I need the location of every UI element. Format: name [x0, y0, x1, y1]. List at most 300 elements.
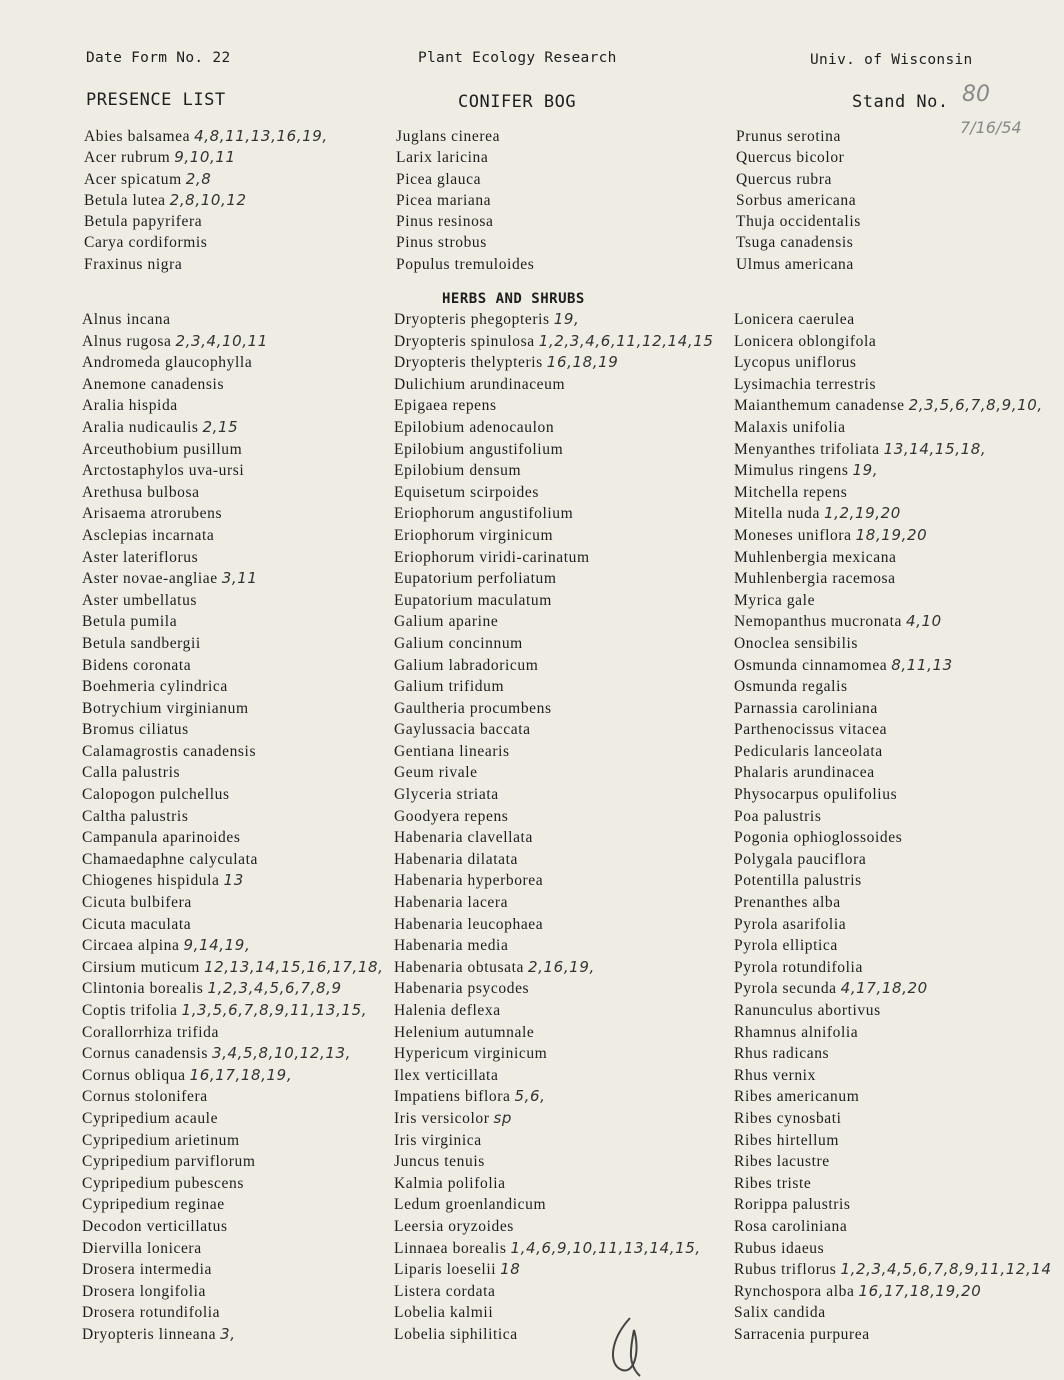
species-name: Helenium autumnale — [394, 1023, 535, 1041]
species-name: Halenia deflexa — [394, 1002, 501, 1019]
species-row — [394, 460, 714, 482]
species-row — [82, 935, 384, 957]
species-row — [734, 417, 1052, 439]
stand-annotation: 3,4,5,8,10,12,13, — [212, 1044, 352, 1063]
species-name: Cypripedium reginae — [82, 1196, 225, 1214]
species-name: Aster umbellatus — [82, 591, 198, 609]
species-row — [734, 978, 1052, 1000]
species-name: Pyrola rotundifolia — [734, 958, 863, 976]
presence-list-title: PRESENCE LIST — [86, 90, 226, 110]
species-name: Lonicera caerulea — [734, 311, 855, 328]
species-name: Listera cordata — [394, 1282, 496, 1300]
species-row — [394, 568, 714, 590]
species-row — [82, 1043, 384, 1065]
species-row — [82, 1108, 384, 1130]
conifer-bog-title: CONIFER BOG — [458, 92, 577, 112]
species-name: Betula papyrifera — [84, 213, 203, 231]
species-name: Calamagrostis canadensis — [82, 742, 257, 760]
species-name: Populus tremuloides — [396, 255, 535, 273]
herbs-column-2 — [394, 309, 714, 1346]
species-name: Dryopteris phegopteris — [394, 311, 550, 328]
species-row — [394, 1194, 714, 1216]
species-row — [82, 503, 384, 525]
species-name: Habenaria hyperborea — [394, 872, 544, 890]
species-name: Ribes americanum — [734, 1088, 860, 1106]
species-name: Ribes hirtellum — [734, 1131, 840, 1149]
trees-column-3 — [736, 126, 861, 275]
species-row — [82, 1151, 384, 1173]
species-name: Gaultheria procumbens — [394, 699, 552, 717]
species-row — [734, 676, 1052, 698]
species-row — [82, 1022, 384, 1044]
species-row — [394, 762, 714, 784]
species-name: Betula sandbergii — [82, 634, 201, 652]
species-name: Galium labradoricum — [394, 656, 539, 674]
species-row — [734, 439, 1052, 461]
species-row — [82, 611, 384, 633]
stand-annotation: 4,8,11,13,16,19, — [194, 127, 328, 145]
stand-annotation: 1,3,5,6,7,8,9,11,13,15, — [181, 1001, 368, 1019]
species-row — [394, 1302, 714, 1324]
species-row — [394, 417, 714, 439]
species-name: Asclepias incarnata — [82, 526, 215, 544]
species-name: Prunus serotina — [736, 128, 842, 145]
stand-annotation: 1,2,3,4,5,6,7,8,9 — [207, 979, 342, 998]
species-name: Nemopanthus mucronata — [734, 613, 902, 631]
species-row — [736, 211, 861, 232]
species-name: Anemone canadensis — [82, 375, 225, 393]
stand-annotation: 2,3,4,10,11 — [175, 331, 268, 350]
species-name: Mitchella repens — [734, 483, 848, 501]
species-name: Salix candida — [734, 1304, 826, 1322]
species-name: Eriophorum virginicum — [394, 526, 554, 544]
species-name: Rosa caroliniana — [734, 1217, 848, 1235]
species-row — [734, 719, 1052, 741]
species-name: Potentilla palustris — [734, 872, 862, 890]
species-name: Acer spicatum — [84, 170, 182, 188]
handwritten-scribble-icon — [600, 1310, 660, 1380]
stand-annotation: 13 — [223, 871, 244, 890]
species-name: Liparis loeselii — [394, 1261, 497, 1279]
species-row — [394, 633, 714, 655]
species-name: Gentiana linearis — [394, 742, 510, 760]
stand-annotation: 3,11 — [221, 569, 258, 588]
species-row — [394, 827, 714, 849]
species-name: Equisetum scirpoides — [394, 483, 540, 501]
species-name: Quercus bicolor — [736, 149, 845, 167]
species-row — [734, 1151, 1052, 1173]
species-row — [734, 870, 1052, 892]
species-name: Menyanthes trifoliata — [734, 440, 880, 458]
species-name: Lobelia kalmii — [394, 1304, 494, 1322]
species-name: Galium concinnum — [394, 634, 523, 652]
species-row — [394, 525, 714, 547]
species-row — [82, 1130, 384, 1152]
species-name: Habenaria clavellata — [394, 829, 533, 847]
stand-annotation: 1,2,3,4,6,11,12,14,15 — [538, 331, 714, 350]
species-name: Rhus vernix — [734, 1066, 816, 1084]
species-name: Polygala pauciflora — [734, 850, 867, 868]
stand-annotation: 19, — [852, 461, 879, 480]
species-row — [82, 1065, 384, 1087]
herbs-column-1 — [82, 309, 384, 1346]
species-name: Juncus tenuis — [394, 1153, 485, 1171]
species-row — [82, 374, 384, 396]
stand-annotation: 1,4,6,9,10,11,13,14,15, — [510, 1238, 701, 1257]
species-row — [82, 1324, 384, 1346]
species-row — [734, 1238, 1052, 1260]
species-name: Rynchospora alba — [734, 1282, 855, 1300]
species-row — [734, 1022, 1052, 1044]
species-name: Lysimachia terrestris — [734, 375, 877, 393]
species-name: Betula pumila — [82, 613, 178, 631]
species-name: Lonicera oblongifola — [734, 332, 877, 350]
species-row — [734, 460, 1052, 482]
species-name: Linnaea borealis — [394, 1239, 507, 1257]
stand-annotation: sp — [493, 1108, 513, 1127]
species-name: Botrychium virginianum — [82, 699, 249, 717]
species-row — [734, 892, 1052, 914]
species-row — [396, 232, 534, 253]
species-row — [394, 352, 714, 374]
species-row — [82, 978, 384, 1000]
species-row — [394, 1065, 714, 1087]
species-name: Galium aparine — [394, 613, 499, 631]
species-row — [734, 374, 1052, 396]
species-row — [734, 1108, 1052, 1130]
species-row — [396, 254, 534, 275]
species-row — [734, 309, 1052, 331]
species-name: Alnus rugosa — [82, 332, 172, 350]
species-name: Aster novae-angliae — [82, 570, 218, 588]
stand-annotation: 2,8,10,12 — [169, 190, 247, 209]
species-row — [394, 719, 714, 741]
species-row — [82, 892, 384, 914]
species-row — [394, 741, 714, 763]
species-name: Dryopteris linneana — [82, 1325, 217, 1343]
species-name: Eupatorium maculatum — [394, 591, 552, 609]
species-row — [82, 1194, 384, 1216]
species-row — [736, 232, 861, 253]
species-row — [736, 254, 861, 275]
species-name: Moneses uniflora — [734, 526, 852, 544]
stand-annotation: 18 — [500, 1260, 521, 1279]
form-number: Date Form No. 22 — [86, 50, 231, 66]
species-row — [734, 957, 1052, 979]
stand-annotation: 16,18,19 — [546, 353, 619, 372]
species-name: Pinus resinosa — [396, 213, 494, 231]
species-name: Galium trifidum — [394, 678, 505, 696]
species-row — [82, 784, 384, 806]
species-row — [394, 1000, 714, 1022]
species-row — [82, 849, 384, 871]
species-row — [394, 611, 714, 633]
species-row — [82, 309, 384, 331]
species-name: Epilobium adenocaulon — [394, 418, 555, 436]
species-name: Impatiens biflora — [394, 1088, 511, 1106]
stand-annotation: 1,2,19,20 — [823, 504, 901, 523]
species-name: Cicuta maculata — [82, 915, 192, 933]
species-name: Sarracenia purpurea — [734, 1325, 870, 1343]
species-row — [394, 374, 714, 396]
species-row — [82, 827, 384, 849]
species-row — [734, 762, 1052, 784]
species-row — [734, 1194, 1052, 1216]
species-row — [734, 784, 1052, 806]
species-row — [394, 784, 714, 806]
species-name: Pyrola asarifolia — [734, 915, 847, 933]
species-row — [734, 935, 1052, 957]
species-row — [82, 655, 384, 677]
species-name: Malaxis unifolia — [734, 418, 846, 436]
species-row — [394, 957, 714, 979]
species-row — [82, 806, 384, 828]
species-row — [82, 1000, 384, 1022]
stand-annotation: 2,16,19, — [528, 957, 595, 976]
species-row — [394, 892, 714, 914]
species-row — [84, 190, 328, 211]
species-row — [82, 1173, 384, 1195]
species-name: Chamaedaphne calyculata — [82, 850, 259, 868]
species-row — [82, 1238, 384, 1260]
species-name: Ranunculus abortivus — [734, 1002, 881, 1019]
species-name: Andromeda glaucophylla — [82, 354, 253, 372]
species-row — [82, 547, 384, 569]
species-name: Thuja occidentalis — [736, 213, 861, 231]
stand-number-value: 80 — [962, 82, 990, 107]
species-name: Ilex verticillata — [394, 1066, 499, 1084]
species-row — [82, 870, 384, 892]
species-row — [394, 806, 714, 828]
species-name: Decodon verticillatus — [82, 1217, 228, 1235]
species-row — [82, 633, 384, 655]
survey-date: 7/16/54 — [960, 118, 1022, 137]
species-name: Circaea alpina — [82, 937, 180, 955]
species-row — [82, 914, 384, 936]
species-name: Rubus idaeus — [734, 1239, 825, 1257]
species-row — [734, 525, 1052, 547]
species-row — [82, 417, 384, 439]
species-name: Phalaris arundinacea — [734, 764, 875, 782]
species-name: Arisaema atrorubens — [82, 505, 223, 523]
species-row — [734, 1281, 1052, 1303]
species-row — [734, 849, 1052, 871]
species-name: Onoclea sensibilis — [734, 634, 859, 652]
species-row — [394, 914, 714, 936]
species-name: Dryopteris spinulosa — [394, 332, 535, 350]
species-name: Habenaria lacera — [394, 894, 509, 912]
species-row — [396, 169, 534, 190]
species-name: Myrica gale — [734, 591, 816, 609]
species-name: Eriophorum angustifolium — [394, 505, 574, 523]
species-name: Iris virginica — [394, 1131, 482, 1149]
species-row — [734, 331, 1052, 353]
species-name: Pogonia ophioglossoides — [734, 829, 903, 847]
stand-annotation: 3, — [220, 1324, 236, 1343]
species-name: Cirsium muticum — [82, 958, 200, 976]
stand-annotation: 19, — [553, 310, 580, 328]
herbs-shrubs-heading: HERBS AND SHRUBS — [442, 291, 585, 307]
species-name: Arctostaphylos uva-ursi — [82, 462, 245, 480]
species-row — [734, 1173, 1052, 1195]
stand-annotation: 13,14,15,18, — [883, 439, 987, 458]
species-name: Sorbus americana — [736, 191, 857, 209]
species-row — [394, 503, 714, 525]
species-row — [394, 547, 714, 569]
organization: Plant Ecology Research — [418, 50, 617, 66]
species-row — [82, 676, 384, 698]
stand-annotation: 5,6, — [514, 1087, 546, 1106]
species-name: Boehmeria cylindrica — [82, 678, 228, 696]
species-row — [82, 741, 384, 763]
species-row — [82, 698, 384, 720]
species-name: Habenaria dilatata — [394, 850, 518, 868]
species-row — [734, 352, 1052, 374]
species-row — [394, 482, 714, 504]
species-row — [82, 395, 384, 417]
stand-annotation: 9,10,11 — [174, 148, 236, 167]
species-row — [394, 870, 714, 892]
species-name: Maianthemum canadense — [734, 397, 905, 415]
species-name: Iris versicolor — [394, 1109, 490, 1127]
species-row — [82, 719, 384, 741]
species-row — [82, 525, 384, 547]
stand-annotation: 16,17,18,19, — [189, 1065, 293, 1084]
species-name: Rhamnus alnifolia — [734, 1023, 859, 1041]
species-name: Ulmus americana — [736, 255, 854, 273]
species-row — [736, 169, 861, 190]
species-row — [734, 590, 1052, 612]
species-row — [396, 126, 534, 147]
species-row — [734, 741, 1052, 763]
species-name: Rorippa palustris — [734, 1196, 851, 1214]
species-row — [394, 439, 714, 461]
species-row — [734, 1302, 1052, 1324]
stand-annotation: 16,17,18,19,20 — [858, 1281, 982, 1300]
species-row — [734, 827, 1052, 849]
species-name: Epilobium densum — [394, 462, 522, 480]
species-row — [82, 1216, 384, 1238]
species-name: Abies balsamea — [84, 128, 191, 145]
species-row — [396, 147, 534, 168]
species-name: Epigaea repens — [394, 397, 497, 415]
species-row — [394, 1043, 714, 1065]
stand-no-label: Stand No. — [852, 92, 949, 112]
species-row — [734, 482, 1052, 504]
species-row — [394, 1022, 714, 1044]
species-row — [394, 698, 714, 720]
species-name: Geum rivale — [394, 764, 478, 782]
species-row — [394, 1259, 714, 1281]
species-row — [82, 1259, 384, 1281]
species-name: Rubus triflorus — [734, 1261, 837, 1279]
species-name: Acer rubrum — [84, 149, 171, 167]
herbs-column-3 — [734, 309, 1052, 1346]
species-row — [734, 1086, 1052, 1108]
species-name: Osmunda cinnamomea — [734, 656, 888, 674]
species-name: Betula lutea — [84, 191, 166, 209]
species-row — [734, 1065, 1052, 1087]
species-name: Pyrola secunda — [734, 980, 837, 998]
species-row — [734, 806, 1052, 828]
species-name: Cypripedium pubescens — [82, 1174, 244, 1192]
species-row — [82, 1281, 384, 1303]
species-name: Habenaria media — [394, 937, 509, 955]
species-row — [736, 126, 861, 147]
species-row — [82, 460, 384, 482]
stand-annotation: 18,19,20 — [855, 525, 928, 544]
species-name: Eriophorum viridi-carinatum — [394, 548, 590, 566]
species-row — [84, 232, 328, 253]
species-name: Alnus incana — [82, 311, 171, 328]
species-row — [394, 590, 714, 612]
species-name: Muhlenbergia racemosa — [734, 570, 896, 588]
species-name: Prenanthes alba — [734, 894, 841, 912]
species-row — [394, 1216, 714, 1238]
species-row — [394, 1086, 714, 1108]
species-row — [394, 1151, 714, 1173]
species-name: Arceuthobium pusillum — [82, 440, 243, 458]
species-row — [82, 439, 384, 461]
species-row — [394, 395, 714, 417]
species-row — [84, 169, 328, 190]
species-name: Habenaria psycodes — [394, 980, 530, 998]
species-name: Drosera intermedia — [82, 1261, 213, 1279]
species-name: Arethusa bulbosa — [82, 483, 200, 501]
species-row — [82, 568, 384, 590]
species-row — [84, 254, 328, 275]
species-row — [82, 352, 384, 374]
species-name: Parnassia caroliniana — [734, 699, 878, 717]
species-name: Fraxinus nigra — [84, 255, 183, 273]
species-name: Habenaria obtusata — [394, 958, 525, 976]
species-name: Muhlenbergia mexicana — [734, 548, 897, 566]
species-name: Leersia oryzoides — [394, 1217, 514, 1235]
species-name: Pinus strobus — [396, 234, 487, 252]
species-name: Rhus radicans — [734, 1045, 830, 1063]
stand-annotation: 2,3,5,6,7,8,9,10, — [908, 396, 1043, 415]
species-name: Larix laricina — [396, 149, 489, 167]
species-row — [734, 698, 1052, 720]
species-name: Parthenocissus vitacea — [734, 721, 888, 739]
species-row — [734, 611, 1052, 633]
species-row — [394, 1130, 714, 1152]
species-row — [394, 1238, 714, 1260]
species-row — [82, 331, 384, 353]
species-row — [394, 1108, 714, 1130]
species-name: Goodyera repens — [394, 807, 509, 825]
species-name: Lobelia siphilitica — [394, 1325, 518, 1343]
species-name: Osmunda regalis — [734, 678, 848, 696]
species-row — [734, 1130, 1052, 1152]
species-row — [394, 1324, 714, 1346]
species-name: Caltha palustris — [82, 807, 189, 825]
species-row — [734, 633, 1052, 655]
species-row — [82, 482, 384, 504]
species-name: Mimulus ringens — [734, 462, 849, 480]
species-name: Lycopus uniflorus — [734, 354, 857, 372]
species-name: Bromus ciliatus — [82, 721, 189, 739]
trees-column-1 — [84, 126, 328, 275]
species-row — [82, 957, 384, 979]
species-name: Cypripedium acaule — [82, 1109, 219, 1127]
species-name: Cypripedium parviflorum — [82, 1153, 256, 1171]
species-row — [84, 147, 328, 168]
species-name: Juglans cinerea — [396, 128, 501, 145]
species-row — [734, 568, 1052, 590]
stand-annotation: 12,13,14,15,16,17,18, — [203, 957, 384, 976]
species-name: Picea mariana — [396, 191, 492, 209]
